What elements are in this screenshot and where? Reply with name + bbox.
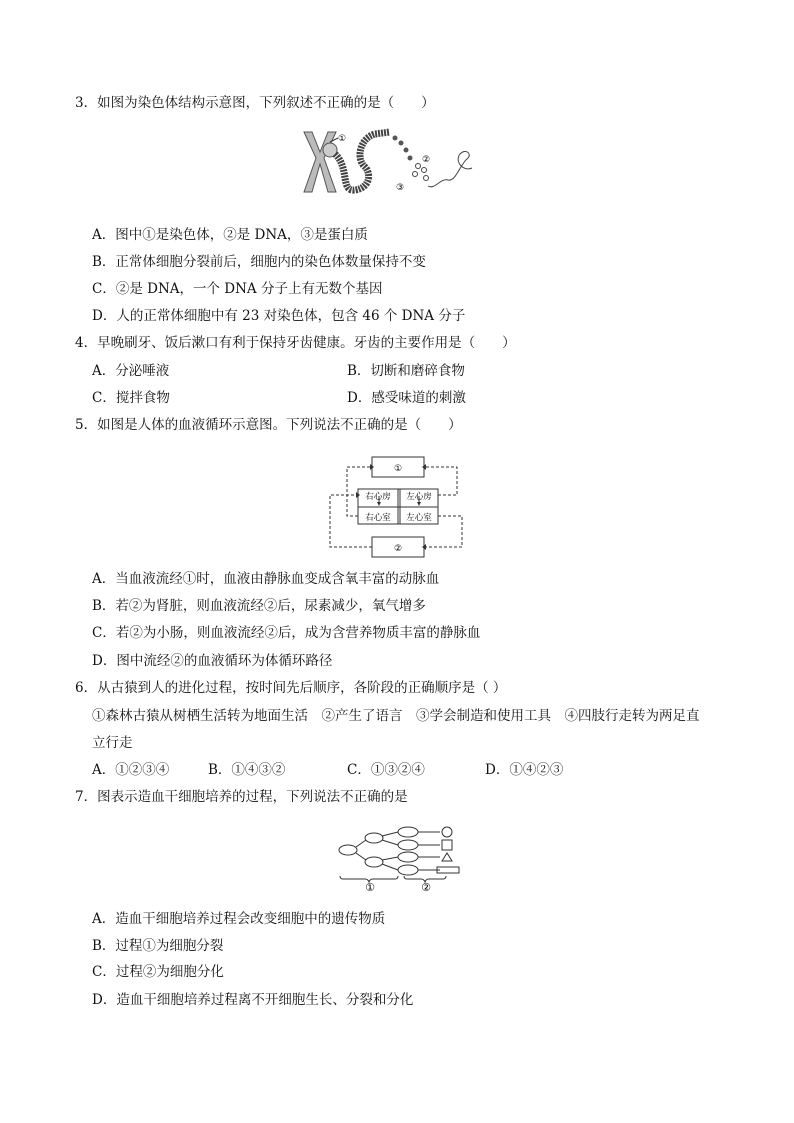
- question-5-option-a[interactable]: A．当血液流经①时，血液由静脉血变成含氧丰富的动脉血: [92, 571, 440, 587]
- figure-label-1: ①: [338, 134, 347, 144]
- question-6-option-a[interactable]: A．①②③④: [92, 762, 170, 778]
- question-6-option-c[interactable]: C．①③②④: [347, 762, 425, 778]
- question-7-option-c[interactable]: C．过程②为细胞分化: [92, 964, 224, 980]
- process-1-label: ①: [365, 881, 375, 892]
- question-4-stem: 4．早晚刷牙、饭后漱口有利于保持牙齿健康。牙齿的主要作用是（ ）: [75, 335, 516, 351]
- right-ventricle-label: 右心室: [365, 513, 391, 523]
- question-6-statements: ①森林古猿从树栖生活转为地面生活 ②产生了语言 ③学会制造和使用工具 ④四肢行走转为两足直: [92, 708, 700, 724]
- question-3-option-c[interactable]: C．②是 DNA，一个 DNA 分子上有无数个基因: [92, 281, 383, 297]
- question-4-option-d[interactable]: D．感受味道的刺激: [347, 390, 466, 406]
- question-4-option-b[interactable]: B．切断和磨碎食物: [347, 363, 465, 379]
- question-4-option-a[interactable]: A．分泌唾液: [92, 363, 170, 379]
- figure-label-2: ②: [393, 544, 403, 554]
- blood-circulation-figure: [320, 452, 470, 558]
- question-3-option-d[interactable]: D．人的正常体细胞中有 23 对染色体，包含 46 个 DNA 分子: [92, 308, 466, 324]
- stem-cell-culture-figure: [330, 820, 475, 892]
- question-7-option-a[interactable]: A．造血干细胞培养过程会改变细胞中的遗传物质: [92, 911, 386, 927]
- question-7-option-d[interactable]: D．造血干细胞培养过程离不开细胞生长、分裂和分化: [92, 992, 414, 1008]
- process-2-label: ②: [421, 881, 431, 892]
- figure-label-2: ②: [422, 155, 431, 165]
- question-7-stem: 7．图表示造血干细胞培养的过程，下列说法不正确的是: [75, 789, 408, 805]
- question-7-option-b[interactable]: B．过程①为细胞分裂: [92, 938, 224, 954]
- figure-label-3: ③: [396, 183, 405, 193]
- question-6-statements-cont: 立行走: [92, 735, 133, 751]
- question-5-option-d[interactable]: D．图中流经②的血液循环为体循环路径: [92, 653, 333, 669]
- question-6-stem: 6．从古猿到人的进化过程，按时间先后顺序，各阶段的正确顺序是（ ）: [75, 680, 507, 696]
- question-3-option-a[interactable]: A．图中①是染色体，②是 DNA，③是蛋白质: [92, 227, 368, 243]
- left-atrium-label: 左心房: [406, 492, 432, 502]
- figure-label-1: ①: [393, 464, 403, 474]
- question-3-option-b[interactable]: B．正常体细胞分裂前后，细胞内的染色体数量保持不变: [92, 254, 426, 270]
- chromosome-structure-figure: [300, 128, 480, 198]
- question-5-stem: 5．如图是人体的血液循环示意图。下列说法不正确的是（ ）: [75, 417, 462, 433]
- right-atrium-label: 右心房: [365, 492, 391, 502]
- question-6-option-b[interactable]: B．①④③②: [208, 762, 286, 778]
- question-5-option-b[interactable]: B．若②为肾脏，则血液流经②后，尿素减少，氧气增多: [92, 598, 426, 614]
- question-6-option-d[interactable]: D．①④②③: [485, 762, 564, 778]
- question-3-stem: 3．如图为染色体结构示意图，下列叙述不正确的是（ ）: [75, 95, 435, 111]
- question-5-option-c[interactable]: C．若②为小肠，则血液流经②后，成为含营养物质丰富的静脉血: [92, 625, 481, 641]
- question-4-option-c[interactable]: C．搅拌食物: [92, 390, 170, 406]
- left-ventricle-label: 左心室: [406, 513, 432, 523]
